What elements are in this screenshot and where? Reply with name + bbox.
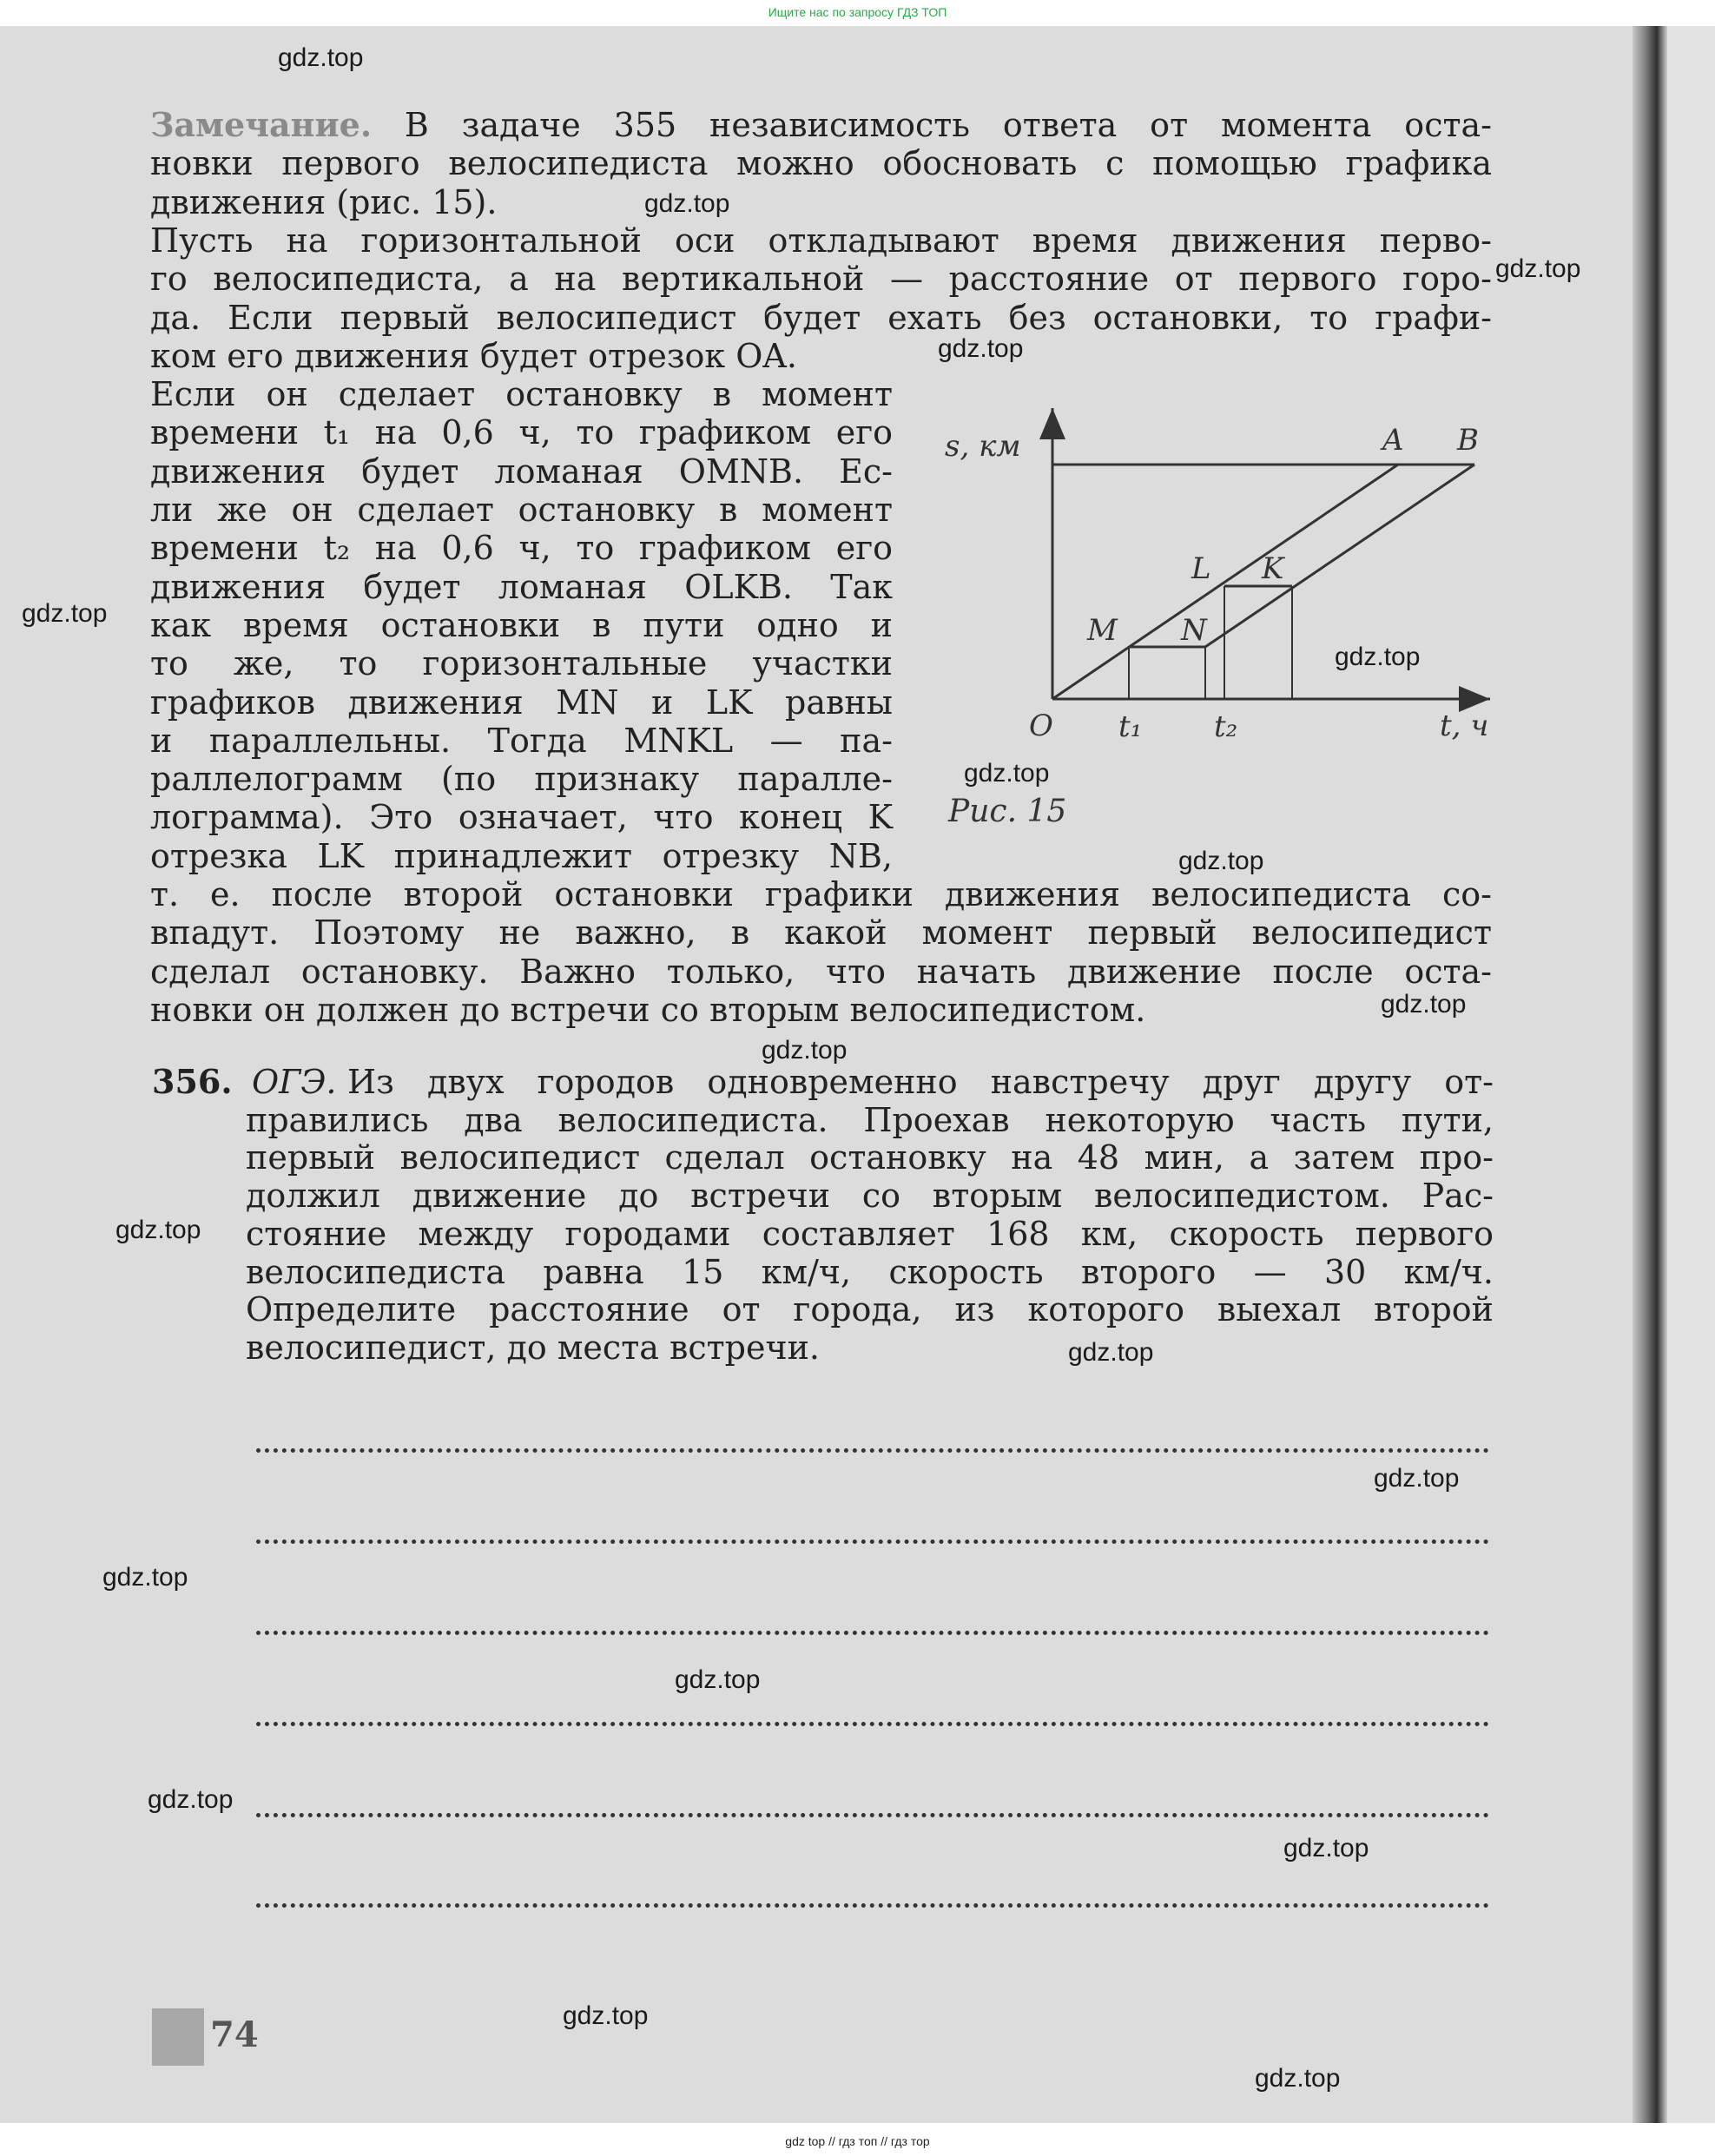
remark-line xyxy=(150,798,893,836)
remark-text: ли же он сделает остановку в момент xyxy=(150,491,893,529)
watermark: gdz.top xyxy=(1495,254,1581,283)
remark-text: времени t₂ на 0,6 ч, то графиком его xyxy=(150,529,893,568)
remark-line xyxy=(150,913,1492,952)
watermark: gdz.top xyxy=(278,43,364,72)
remark-line xyxy=(150,337,893,375)
remark-line xyxy=(150,413,893,452)
remark-text: новки первого велосипедиста можно обосновать с помощью графика xyxy=(150,144,1492,183)
remark-text: раллелограмм (по признаку паралле- xyxy=(150,760,893,799)
problem-line: велосипедист, до места встречи. xyxy=(246,1328,820,1367)
origin-label: O xyxy=(1029,709,1053,743)
answer-line xyxy=(256,1722,1489,1726)
remark-text: ком его движения будет отрезок OA. xyxy=(150,336,797,375)
remark-text: отрезка LK принадлежит отрезку NB, xyxy=(150,836,893,875)
watermark: gdz.top xyxy=(1381,990,1467,1019)
remark-line xyxy=(150,529,893,567)
tick-label-t1: t₁ xyxy=(1118,709,1143,744)
remark-text: впадут. Поэтому не важно, в какой момент первый велосипедист xyxy=(150,913,1492,953)
motion-graph-figure xyxy=(938,382,1511,747)
segment-NB xyxy=(1205,465,1474,647)
problem-line: Из двух городов одновременно навстречу друг другу от- xyxy=(347,1063,1494,1101)
x-axis-label: t, ч xyxy=(1440,709,1489,743)
remark-line xyxy=(150,452,893,491)
remark-line xyxy=(150,837,893,875)
remark-line xyxy=(150,491,893,529)
remark-line xyxy=(150,606,893,644)
header-note: Ищите нас по запросу ГДЗ ТОП xyxy=(768,5,947,19)
remark-text: го велосипедиста, а на вертикальной — расстояние от первого горо- xyxy=(150,260,1492,299)
remark-text: движения (рис. 15). xyxy=(150,182,498,221)
remark-text: времени t₁ на 0,6 ч, то графиком его xyxy=(150,413,893,452)
watermark: gdz.top xyxy=(1335,643,1421,671)
remark-line xyxy=(150,722,893,760)
problem-line: стояние между городами составляет 168 км, скорость первого xyxy=(246,1214,1494,1253)
remark-line xyxy=(150,644,893,682)
remark-line xyxy=(150,299,1492,337)
problem-line: Определите расстояние от города, из которого выехал второй xyxy=(246,1290,1494,1329)
remark-text: новки он должен до встречи со вторым велосипедистом. xyxy=(150,990,1146,1029)
watermark: gdz.top xyxy=(102,1563,188,1592)
watermark: gdz.top xyxy=(1374,1464,1460,1493)
footer-note: gdz top // гдз топ // гдз тор xyxy=(785,2134,930,2148)
point-label-L: L xyxy=(1191,551,1211,586)
problem-line: велосипедиста равна 15 км/ч, скорость второго — 30 км/ч. xyxy=(246,1252,1494,1291)
remark-text: как время остановки в пути одно и xyxy=(150,605,893,644)
remark-line xyxy=(150,106,1492,144)
remark-line xyxy=(150,144,1492,182)
problem-number: 356. xyxy=(152,1062,233,1101)
answer-line xyxy=(256,1631,1489,1635)
remark-text: сделал остановку. Важно только, что начать движение после оста- xyxy=(150,952,1492,991)
remark-line xyxy=(150,991,1492,1029)
remark-text: т. е. после второй остановки графики движения велосипедиста со- xyxy=(150,875,1492,913)
watermark: gdz.top xyxy=(964,759,1050,788)
remark-text: да. Если первый велосипедист будет ехать без остановки, то графи- xyxy=(150,298,1492,337)
remark-line xyxy=(150,875,1492,913)
remark-line xyxy=(150,375,893,413)
figure-caption: Рис. 15 xyxy=(948,794,1067,829)
remark-text: лограмма). Это означает, что конец K xyxy=(150,798,893,837)
problem-line: должил движение до встречи со вторым велосипедистом. Рас- xyxy=(246,1177,1494,1216)
page-number-marker xyxy=(152,2008,204,2066)
page-number: 74 xyxy=(210,2014,259,2055)
watermark: gdz.top xyxy=(762,1036,848,1065)
remark-text: движения будет ломаная OMNB. Ес- xyxy=(150,452,893,491)
point-label-B: B xyxy=(1457,423,1479,458)
answer-line xyxy=(256,1448,1489,1453)
watermark: gdz.top xyxy=(1068,1338,1154,1367)
remark-text: и параллельны. Тогда MNKL — па- xyxy=(150,721,893,760)
answer-line xyxy=(256,1540,1489,1544)
tick-label-t2: t₂ xyxy=(1214,709,1238,744)
problem-line: правились два велосипедиста. Проехав некоторую часть пути, xyxy=(246,1100,1494,1139)
point-label-K: K xyxy=(1262,551,1284,586)
page-margin-right xyxy=(1667,26,1715,2123)
watermark: gdz.top xyxy=(644,189,730,218)
remark-label: Замечание. xyxy=(150,105,373,144)
remark-text: движения будет ломаная OLKB. Так xyxy=(150,567,893,606)
problem-tag: ОГЭ. xyxy=(252,1063,337,1101)
remark-text: В задаче 355 независимость ответа от момента оста- xyxy=(372,106,1492,144)
remark-line xyxy=(150,568,893,606)
page-spine-shadow xyxy=(1633,26,1667,2123)
point-label-A: A xyxy=(1382,423,1404,458)
watermark: gdz.top xyxy=(563,2001,649,2030)
answer-line xyxy=(256,1903,1489,1908)
remark-line xyxy=(150,221,1492,260)
watermark: gdz.top xyxy=(1178,847,1264,875)
remark-line xyxy=(150,260,1492,298)
remark-text: Если он сделает остановку в момент xyxy=(150,375,893,414)
watermark: gdz.top xyxy=(115,1216,201,1244)
y-axis-label: s, км xyxy=(945,429,1021,464)
watermark: gdz.top xyxy=(1255,2064,1341,2093)
watermark: gdz.top xyxy=(22,599,108,628)
problem-line: первый велосипедист сделал остановку на 48 мин, а затем про- xyxy=(246,1138,1494,1177)
point-label-N: N xyxy=(1181,613,1207,648)
watermark: gdz.top xyxy=(1283,1834,1369,1863)
remark-line xyxy=(150,683,893,722)
watermark: gdz.top xyxy=(675,1665,761,1694)
remark-text: то же, то горизонтальные участки xyxy=(150,644,893,683)
remark-text: Пусть на горизонтальной оси откладывают время движения перво- xyxy=(150,221,1492,260)
watermark: gdz.top xyxy=(148,1785,234,1814)
remark-line xyxy=(150,953,1492,991)
remark-line xyxy=(150,183,1492,221)
remark-text: графиков движения MN и LK равны xyxy=(150,682,893,722)
remark-line xyxy=(150,760,893,798)
answer-line xyxy=(256,1813,1489,1817)
watermark: gdz.top xyxy=(938,334,1024,363)
point-label-M: M xyxy=(1087,613,1118,648)
